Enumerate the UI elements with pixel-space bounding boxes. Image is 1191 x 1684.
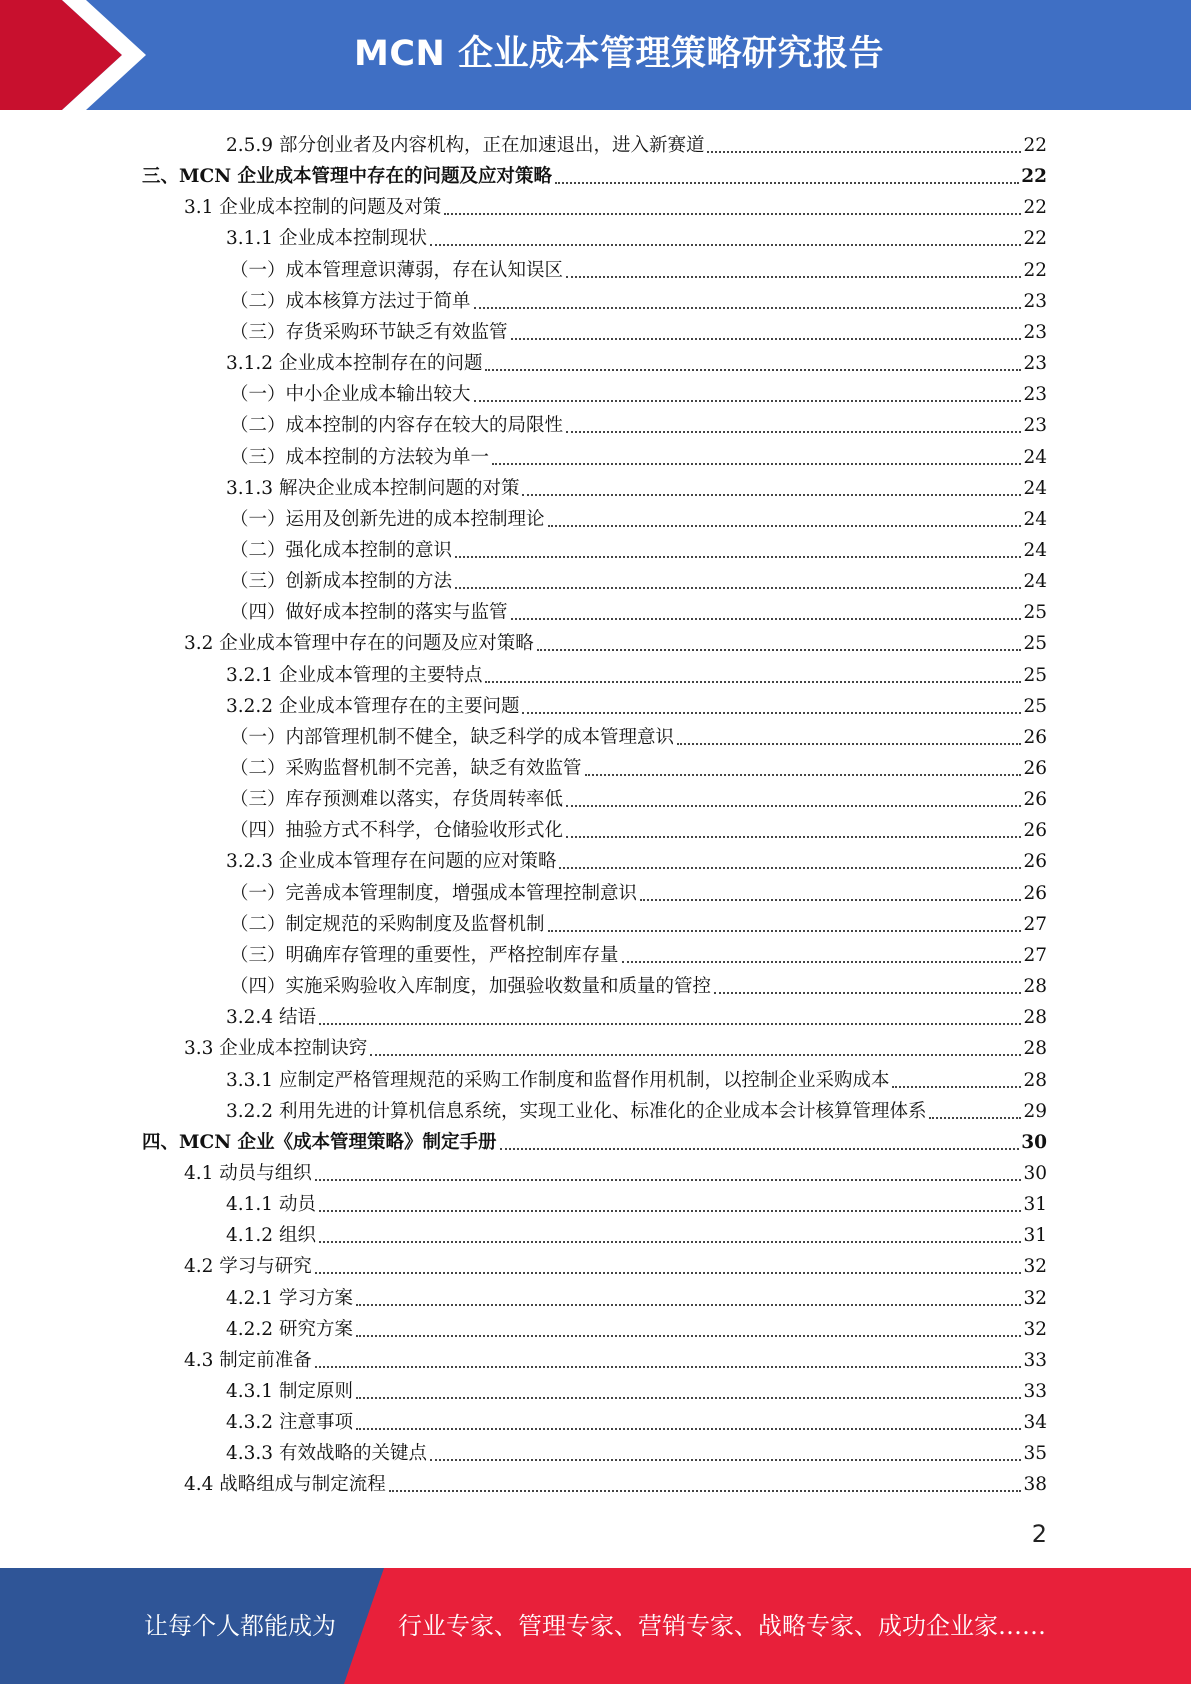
toc-entry-title: 3.2.1 企业成本管理的主要特点 bbox=[226, 664, 483, 686]
toc-entry-title: （二）制定规范的采购制度及监督机制 bbox=[230, 913, 545, 935]
toc-entry-page: 32 bbox=[1023, 1287, 1047, 1309]
toc-dot-leader bbox=[892, 1085, 1021, 1088]
toc-entry[interactable] bbox=[226, 1373, 1047, 1404]
toc-entry[interactable] bbox=[230, 532, 1047, 563]
toc-entry-title: 4.3.1 制定原则 bbox=[226, 1381, 353, 1402]
toc-entry[interactable] bbox=[230, 719, 1047, 750]
toc-entry-title: 4.2.2 研究方案 bbox=[226, 1318, 353, 1340]
toc-dot-leader bbox=[319, 1209, 1022, 1212]
toc-entry-title: 4.1 动员与组织 bbox=[184, 1162, 312, 1184]
toc-entry-page: 24 bbox=[1023, 477, 1047, 499]
toc-entry[interactable] bbox=[226, 345, 1047, 376]
toc-entry-title: 4.2.1 学习方案 bbox=[226, 1287, 353, 1309]
toc-entry-title: 3.2.4 结语 bbox=[226, 1007, 316, 1029]
toc-entry-page: 25 bbox=[1023, 602, 1047, 624]
toc-dot-leader bbox=[356, 1303, 1022, 1306]
toc-entry-title: 4.2 学习与研究 bbox=[184, 1256, 312, 1278]
toc-entry-page: 26 bbox=[1023, 789, 1047, 811]
toc-entry-page: 30 bbox=[1023, 1162, 1047, 1184]
page-number: 2 bbox=[1031, 1520, 1047, 1548]
toc-dot-leader bbox=[356, 1427, 1022, 1430]
toc-entry[interactable] bbox=[226, 1062, 1047, 1093]
report-title: MCN 企业成本管理策略研究报告 bbox=[354, 34, 884, 74]
toc-entry[interactable] bbox=[230, 594, 1047, 625]
toc-entry[interactable] bbox=[226, 688, 1047, 719]
toc-entry[interactable] bbox=[230, 376, 1047, 407]
toc-entry-page: 28 bbox=[1023, 1007, 1047, 1029]
toc-entry-page: 28 bbox=[1023, 1038, 1047, 1060]
toc-entry[interactable] bbox=[230, 283, 1047, 314]
toc-entry[interactable] bbox=[184, 1248, 1047, 1279]
toc-dot-leader bbox=[389, 1489, 1022, 1492]
toc-entry-page: 26 bbox=[1023, 882, 1047, 904]
toc-entry-title: 3.2.3 企业成本管理存在问题的应对策略 bbox=[226, 851, 557, 873]
toc-entry-title: （一）成本管理意识薄弱，存在认知误区 bbox=[230, 259, 564, 281]
toc-entry-page: 22 bbox=[1023, 228, 1047, 250]
toc-entry-page: 34 bbox=[1023, 1412, 1047, 1434]
toc-dot-leader bbox=[444, 212, 1021, 215]
toc-entry-title: （一）运用及创新先进的成本控制理论 bbox=[230, 508, 545, 530]
toc-entry-page: 32 bbox=[1023, 1256, 1047, 1278]
toc-dot-leader bbox=[548, 524, 1022, 527]
toc-entry-title: （三）存货采购环节缺乏有效监管 bbox=[230, 321, 508, 343]
toc-entry[interactable] bbox=[230, 968, 1047, 999]
toc-entry[interactable] bbox=[184, 1030, 1047, 1061]
toc-entry-page: 30 bbox=[1021, 1131, 1047, 1153]
toc-entry[interactable] bbox=[184, 625, 1047, 656]
toc-entry-title: （二）成本核算方法过于简单 bbox=[230, 290, 471, 312]
toc-dot-leader bbox=[430, 1458, 1021, 1461]
toc-entry-title: （一）完善成本管理制度，增强成本管理控制意识 bbox=[230, 882, 638, 904]
toc-entry-title: （一）内部管理机制不健全，缺乏科学的成本管理意识 bbox=[230, 726, 675, 748]
toc-entry-page: 22 bbox=[1023, 197, 1047, 219]
toc-entry-page: 28 bbox=[1023, 1069, 1047, 1091]
toc-entry-title: 3.2.2 利用先进的计算机信息系统，实现工业化、标准化的企业成本会计核算管理体系 bbox=[226, 1100, 927, 1122]
toc-entry[interactable] bbox=[230, 501, 1047, 532]
toc-entry[interactable] bbox=[226, 657, 1047, 688]
toc-dot-leader bbox=[356, 1396, 1022, 1399]
toc-dot-leader bbox=[537, 648, 1022, 651]
toc-entry[interactable] bbox=[184, 1466, 1047, 1497]
toc-entry-page: 38 bbox=[1023, 1474, 1047, 1496]
toc-entry-page: 24 bbox=[1023, 571, 1047, 593]
toc-entry-title: 3.3 企业成本控制诀窍 bbox=[184, 1038, 368, 1060]
toc-entry[interactable] bbox=[230, 875, 1047, 906]
toc-entry-title: 4.3.3 有效战略的关键点 bbox=[226, 1443, 427, 1465]
toc-entry-page: 23 bbox=[1023, 353, 1047, 375]
toc-entry[interactable] bbox=[226, 1093, 1047, 1124]
toc-entry-title: 4.3 制定前准备 bbox=[184, 1349, 312, 1371]
toc-entry-page: 23 bbox=[1023, 415, 1047, 437]
toc-entry-page: 22 bbox=[1021, 166, 1047, 188]
toc-entry-page: 27 bbox=[1023, 944, 1047, 966]
toc-dot-leader bbox=[356, 1334, 1022, 1337]
footer-slogan-left: 让每个人都能成为 bbox=[144, 1612, 336, 1640]
toc-entry-page: 28 bbox=[1023, 976, 1047, 998]
toc-entry[interactable] bbox=[226, 999, 1047, 1030]
toc-entry-title: （三）库存预测难以落实，存货周转率低 bbox=[230, 789, 564, 811]
toc-dot-leader bbox=[474, 306, 1022, 309]
toc-entry[interactable] bbox=[184, 189, 1047, 220]
toc-entry-page: 32 bbox=[1023, 1318, 1047, 1340]
toc-entry-title: 4.4 战略组成与制定流程 bbox=[184, 1474, 386, 1496]
toc-entry-page: 31 bbox=[1023, 1225, 1047, 1247]
toc-entry-page: 26 bbox=[1023, 726, 1047, 748]
toc-entry-page: 25 bbox=[1023, 633, 1047, 655]
toc-entry-title: 3.1.2 企业成本控制存在的问题 bbox=[226, 353, 483, 375]
toc-entry[interactable] bbox=[230, 937, 1047, 968]
toc-dot-leader bbox=[511, 337, 1022, 340]
toc-entry[interactable] bbox=[230, 407, 1047, 438]
toc-dot-leader bbox=[474, 399, 1022, 402]
toc-dot-leader bbox=[585, 773, 1022, 776]
toc-entry[interactable] bbox=[230, 439, 1047, 470]
toc-entry-page: 22 bbox=[1023, 259, 1047, 281]
toc-entry-title: 3.3.1 应制定严格管理规范的采购工作制度和监督作用机制，以控制企业采购成本 bbox=[226, 1069, 890, 1091]
toc-entry-page: 24 bbox=[1023, 539, 1047, 561]
toc-entry[interactable] bbox=[142, 158, 1047, 189]
toc-entry-page: 29 bbox=[1023, 1100, 1047, 1122]
toc-entry-title: （四）实施采购验收入库制度，加强验收数量和质量的管控 bbox=[230, 976, 712, 998]
toc-entry-page: 25 bbox=[1023, 664, 1047, 686]
toc-entry-page: 26 bbox=[1023, 758, 1047, 779]
toc-entry-title: 三、MCN 企业成本管理中存在的问题及应对策略 bbox=[142, 166, 553, 188]
toc-entry-title: （二）强化成本控制的意识 bbox=[230, 539, 453, 561]
toc-entry-page: 24 bbox=[1023, 508, 1047, 530]
toc-entry-title: （三）明确库存管理的重要性，严格控制库存量 bbox=[230, 944, 619, 966]
toc-entry[interactable] bbox=[184, 1342, 1047, 1373]
toc-dot-leader bbox=[319, 1240, 1022, 1243]
toc-dot-leader bbox=[485, 680, 1021, 683]
toc-dot-leader bbox=[522, 493, 1021, 496]
toc-dot-leader bbox=[485, 368, 1021, 371]
toc-entry[interactable] bbox=[226, 127, 1047, 158]
toc-entry-title: 2.5.9 部分创业者及内容机构，正在加速退出，进入新赛道 bbox=[226, 135, 705, 156]
toc-entry[interactable] bbox=[230, 563, 1047, 594]
toc-dot-leader bbox=[714, 991, 1021, 994]
toc-dot-leader bbox=[315, 1365, 1022, 1368]
toc-entry[interactable] bbox=[230, 906, 1047, 937]
toc-entry-title: 4.1.2 组织 bbox=[226, 1225, 316, 1247]
toc-dot-leader bbox=[566, 430, 1021, 433]
toc-dot-leader bbox=[566, 804, 1021, 807]
toc-entry[interactable] bbox=[226, 1217, 1047, 1248]
toc-entry[interactable] bbox=[226, 1404, 1047, 1435]
toc-entry-page: 33 bbox=[1023, 1381, 1047, 1402]
footer-slogan-right: 行业专家、管理专家、营销专家、战略专家、成功企业家…… bbox=[398, 1612, 1046, 1640]
toc-entry[interactable] bbox=[226, 1280, 1047, 1311]
toc-dot-leader bbox=[315, 1178, 1022, 1181]
toc-dot-leader bbox=[430, 243, 1021, 246]
toc-entry[interactable] bbox=[226, 1311, 1047, 1342]
toc-entry-title: 3.1.3 解决企业成本控制问题的对策 bbox=[226, 477, 520, 499]
toc-entry-page: 26 bbox=[1023, 820, 1047, 842]
header-arrow-accent bbox=[0, 0, 160, 110]
toc-dot-leader bbox=[559, 866, 1021, 869]
toc-dot-leader bbox=[677, 742, 1021, 745]
toc-entry-page: 26 bbox=[1023, 851, 1047, 873]
toc-dot-leader bbox=[319, 1022, 1022, 1025]
toc-entry[interactable] bbox=[226, 1435, 1047, 1466]
toc-entry-title: 3.2 企业成本管理中存在的问题及应对策略 bbox=[184, 633, 534, 655]
toc-entry-page: 31 bbox=[1023, 1194, 1047, 1216]
toc-entry-title: 3.1 企业成本控制的问题及对策 bbox=[184, 197, 442, 219]
toc-entry[interactable] bbox=[230, 781, 1047, 812]
toc-dot-leader bbox=[522, 711, 1021, 714]
toc-entry-title: 3.1.1 企业成本控制现状 bbox=[226, 228, 427, 250]
toc-entry-page: 27 bbox=[1023, 913, 1047, 935]
toc-entry-title: （二）采购监督机制不完善，缺乏有效监管 bbox=[230, 758, 582, 779]
toc-entry-title: 4.3.2 注意事项 bbox=[226, 1412, 353, 1434]
toc-dot-leader bbox=[640, 898, 1021, 901]
toc-entry-title: （三）创新成本控制的方法 bbox=[230, 571, 453, 593]
toc-dot-leader bbox=[370, 1053, 1021, 1056]
toc-entry-page: 23 bbox=[1023, 384, 1047, 406]
toc-dot-leader bbox=[455, 555, 1021, 558]
toc-entry-page: 22 bbox=[1023, 135, 1047, 156]
toc-entry-title: 4.1.1 动员 bbox=[226, 1194, 316, 1216]
toc-entry[interactable] bbox=[230, 252, 1047, 283]
toc-dot-leader bbox=[511, 617, 1022, 620]
toc-dot-leader bbox=[492, 462, 1021, 465]
toc-dot-leader bbox=[566, 835, 1021, 838]
toc-entry-page: 35 bbox=[1023, 1443, 1047, 1465]
toc-dot-leader bbox=[566, 275, 1021, 278]
toc-entry[interactable] bbox=[230, 750, 1047, 781]
toc-dot-leader bbox=[707, 150, 1021, 153]
toc-dot-leader bbox=[622, 960, 1022, 963]
toc-dot-leader bbox=[555, 181, 1019, 184]
toc-entry[interactable] bbox=[226, 843, 1047, 874]
footer-banner bbox=[0, 1568, 1191, 1684]
toc-entry[interactable] bbox=[230, 314, 1047, 345]
toc-entry[interactable] bbox=[230, 812, 1047, 843]
toc-dot-leader bbox=[500, 1147, 1020, 1150]
toc-entry-page: 25 bbox=[1023, 695, 1047, 717]
toc-entry-page: 33 bbox=[1023, 1349, 1047, 1371]
toc-entry-title: 3.2.2 企业成本管理存在的主要问题 bbox=[226, 695, 520, 717]
toc-entry-page: 23 bbox=[1023, 290, 1047, 312]
toc-entry-page: 23 bbox=[1023, 321, 1047, 343]
toc-entry-title: （三）成本控制的方法较为单一 bbox=[230, 446, 490, 468]
toc-dot-leader bbox=[315, 1271, 1022, 1274]
toc-dot-leader bbox=[929, 1116, 1021, 1119]
toc-entry-title: （四）抽验方式不科学，仓储验收形式化 bbox=[230, 820, 564, 842]
toc-entry-title: （二）成本控制的内容存在较大的局限性 bbox=[230, 415, 564, 437]
toc-entry-page: 24 bbox=[1023, 446, 1047, 468]
toc-entry[interactable] bbox=[226, 220, 1047, 251]
header-banner bbox=[0, 0, 1191, 110]
toc-entry[interactable] bbox=[226, 470, 1047, 501]
toc-entry[interactable] bbox=[226, 1186, 1047, 1217]
toc-entry[interactable] bbox=[142, 1124, 1047, 1155]
toc-dot-leader bbox=[455, 586, 1021, 589]
toc-entry-title: （一）中小企业成本输出较大 bbox=[230, 384, 471, 406]
toc-dot-leader bbox=[548, 929, 1022, 932]
toc-entry-title: 四、MCN 企业《成本管理策略》制定手册 bbox=[142, 1131, 497, 1153]
toc-entry-title: （四）做好成本控制的落实与监管 bbox=[230, 602, 508, 624]
toc-entry[interactable] bbox=[184, 1155, 1047, 1186]
